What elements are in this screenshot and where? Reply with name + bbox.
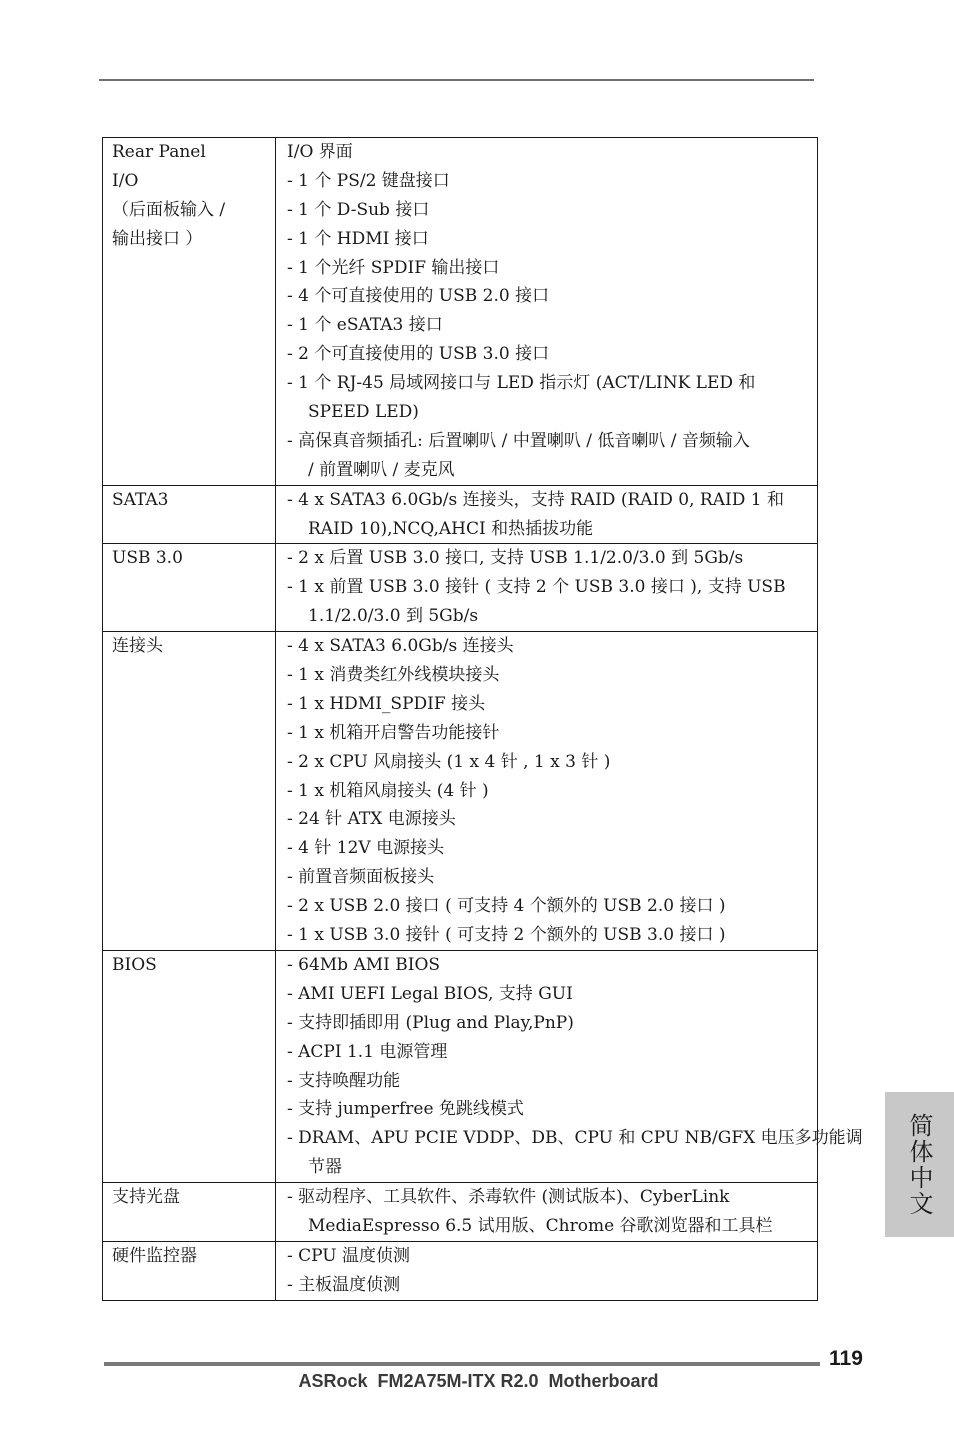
spec-label-cell [103, 632, 276, 951]
spec-content-line: - 24 针 ATX 电源接头 [287, 809, 456, 830]
spec-label-cell [103, 1241, 276, 1300]
spec-content-line: - DRAM、APU PCIE VDDP、DB、CPU 和 CPU NB/GFX 电压多功能调 [287, 1128, 863, 1149]
spec-content-line: - 1 x 机箱风扇接头 (4 针 ) [287, 780, 489, 801]
spec-content-line: RAID 10),NCQ,AHCI 和热插拔功能 [308, 518, 594, 539]
top-divider [99, 79, 814, 81]
spec-content-line: - 驱动程序、工具软件、杀毒软件 (测试版本)、CyberLink [287, 1187, 730, 1208]
spec-content-line: - 4 个可直接使用的 USB 2.0 接口 [287, 286, 550, 307]
spec-row [103, 950, 818, 1182]
spec-content-cell [276, 1183, 818, 1242]
spec-content-line: - 支持 jumperfree 免跳线模式 [287, 1099, 524, 1120]
spec-content-line: - 4 针 12V 电源接头 [287, 838, 445, 859]
spec-content-line: - 1 个 HDMI 接口 [287, 228, 429, 249]
language-tab-label: 简体中文 [905, 1112, 933, 1217]
spec-table [102, 137, 863, 1301]
spec-label-line: I/O [112, 170, 139, 191]
spec-content-line: I/O 界面 [287, 142, 353, 162]
spec-label-line: BIOS [112, 954, 157, 975]
spec-content-cell [276, 1241, 818, 1300]
spec-row [103, 544, 818, 632]
spec-content-line: 1.1/2.0/3.0 到 5Gb/s [308, 606, 479, 627]
spec-content-line: MediaEspresso 6.5 试用版、Chrome 谷歌浏览器和工具栏 [308, 1215, 773, 1236]
spec-content-cell [276, 138, 818, 486]
spec-label-line: 连接头 [112, 636, 163, 657]
spec-content-line: - 高保真音频插孔: 后置喇叭 / 中置喇叭 / 低音喇叭 / 音频输入 [287, 430, 750, 451]
spec-content-line: - 支持即插即用 (Plug and Play,PnP) [287, 1012, 574, 1033]
spec-content-line: - 4 x SATA3 6.0Gb/s 连接头，支持 RAID (RAID 0, RAID 1 和 [287, 489, 784, 510]
spec-label-cell [103, 544, 276, 632]
spec-content-line: - 2 x USB 2.0 接口 ( 可支持 4 个额外的 USB 2.0 接口 ) [287, 896, 726, 917]
spec-row [103, 1183, 818, 1242]
spec-content-line: - 1 个 eSATA3 接口 [287, 315, 443, 336]
spec-label-line: 支持光盘 [112, 1187, 180, 1208]
spec-label-cell [103, 138, 276, 486]
spec-content-line: - 1 x 消费类红外线模块接头 [287, 665, 500, 686]
spec-row [103, 632, 818, 951]
footer-model-text: ASRock FM2A75M-ITX R2.0 Motherboard [298, 1371, 659, 1391]
spec-label-line: 硬件监控器 [112, 1245, 197, 1266]
spec-table-body [103, 138, 863, 1301]
spec-label-line: （后面板输入 / [112, 199, 226, 220]
spec-label-line: USB 3.0 [112, 548, 183, 569]
spec-content-line: - 1 x 机箱开启警告功能接针 [287, 722, 500, 743]
spec-content-cell [276, 950, 863, 1182]
spec-content-line: - 1 个 D-Sub 接口 [287, 199, 430, 220]
spec-content-line: - CPU 温度侦测 [287, 1245, 411, 1266]
spec-content-line: - 主板温度侦测 [287, 1274, 401, 1295]
spec-content-line: - 2 个可直接使用的 USB 3.0 接口 [287, 344, 550, 365]
spec-content-line: - 1 个 PS/2 键盘接口 [287, 170, 450, 191]
spec-content-line: - 64Mb AMI BIOS [287, 954, 441, 975]
spec-row [103, 485, 818, 544]
spec-content-line: - 1 个光纤 SPDIF 输出接口 [287, 257, 500, 278]
spec-content-line: - 支持唤醒功能 [287, 1070, 401, 1091]
spec-content-line: - 前置音频面板接头 [287, 867, 435, 888]
spec-content-cell [276, 632, 818, 951]
spec-content-line: - 4 x SATA3 6.0Gb/s 连接头 [287, 636, 514, 657]
spec-row [103, 1241, 818, 1300]
spec-content-line: SPEED LED) [308, 402, 419, 423]
spec-label-cell [103, 1183, 276, 1242]
page-number: 119 [829, 1347, 863, 1370]
spec-content-line: 节器 [308, 1157, 342, 1178]
footer-divider [104, 1362, 820, 1366]
spec-row [103, 138, 818, 486]
spec-label-cell [103, 950, 276, 1182]
spec-label-line: 输出接口 ） [112, 228, 203, 249]
spec-content-line: - 1 x HDMI_SPDIF 接头 [287, 693, 486, 714]
language-tab [885, 1092, 954, 1237]
spec-content-line: - AMI UEFI Legal BIOS, 支持 GUI [287, 983, 573, 1004]
spec-content-line: - 2 x 后置 USB 3.0 接口, 支持 USB 1.1/2.0/3.0 到 5Gb/s [287, 548, 744, 569]
spec-content-line: - 2 x CPU 风扇接头 (1 x 4 针 , 1 x 3 针 ) [287, 751, 611, 772]
spec-content-line: / 前置喇叭 / 麦克风 [308, 459, 455, 480]
spec-content-line: - 1 x 前置 USB 3.0 接针 ( 支持 2 个 USB 3.0 接口 ), 支持 USB [287, 577, 786, 598]
spec-content-line: - 1 个 RJ-45 局域网接口与 LED 指示灯 (ACT/LINK LED 和 [287, 373, 756, 394]
spec-content-line: - 1 x USB 3.0 接针 ( 可支持 2 个额外的 USB 3.0 接口 ) [287, 925, 726, 946]
spec-label-line: SATA3 [112, 489, 169, 510]
spec-label-cell [103, 485, 276, 544]
spec-content-cell [276, 485, 818, 544]
spec-content-cell [276, 544, 818, 632]
spec-content-line: - ACPI 1.1 电源管理 [287, 1041, 448, 1062]
spec-label-line: Rear Panel [112, 142, 206, 162]
